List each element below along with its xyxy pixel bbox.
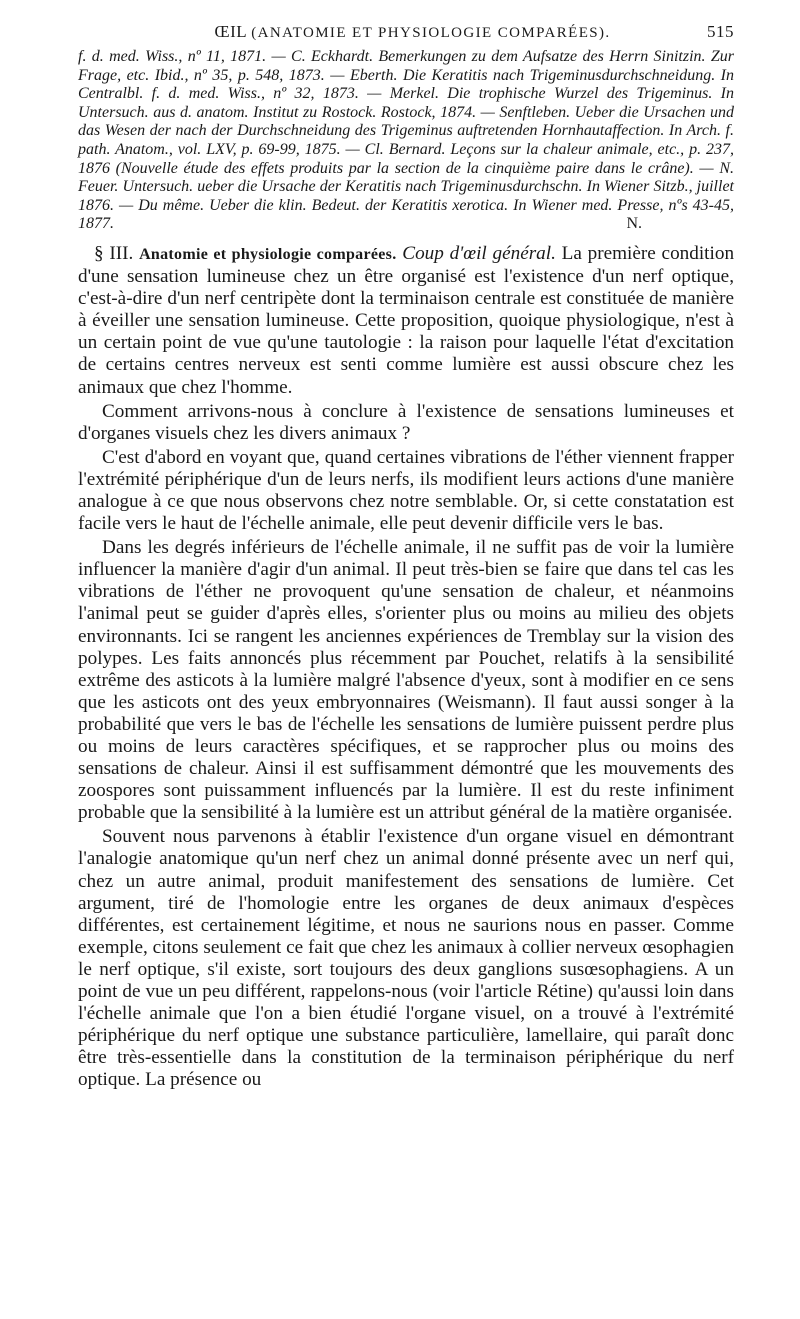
paragraph-text: La première condition d'une sensation lumineuse chez un être organisé est l'existence d'un nerf optique, c'est-à-dire d'un nerf centripète dont la terminaison centrale est constituée de manière à éveiller une sensation lumineuse. Cette proposition, quoique physiologique, n'est à un certain point de vue qu'une tautologie : la raison pour laquelle l'état d'excitation de certains centres nerveux est senti comme lumière est aussi obscure chez les animaux que chez l'homme. bbox=[78, 242, 735, 398]
running-title bbox=[214, 22, 610, 42]
section-subheading: Coup d'œil général. bbox=[402, 242, 556, 264]
section-heading: Anatomie et physiologie comparées. bbox=[139, 245, 397, 263]
bibliography-block bbox=[78, 48, 734, 234]
running-header bbox=[78, 22, 734, 42]
section-number: § III. bbox=[94, 242, 134, 264]
paragraph-1 bbox=[78, 243, 734, 399]
bibliography-text: f. d. med. Wiss., nº 11, 1871. — C. Eckhardt. Bemerkungen zu dem Aufsatze des Herrn Sinitzin. Zur Frage, etc. Ibid., nº 35, p. 548, 1873. — Eberth. Die Keratitis nach Trigeminusdurchschneidung. In Centralbl. f. d. med. Wiss., nº 32, 1873. — Merkel. Die trophische Wurzel des Trigeminus. In Untersuch. aus d. anatom. Institut zu Rostock. Rostock, 1874. — Senftleben. Ueber die Ursachen und das Wesen der nach der Durchschneidung des Trigeminus auftretenden Hornhautaffection. In Arch. f. path. Anatom., vol. LXV, p. 69-99, 1875. — Cl. Bernard. Leçons sur la chaleur animale, etc., p. 237, 1876 (Nouvelle étude des effets produits par la section de la cinquième paire dans le crâne). — N. Feuer. Untersuch. ueber die Ursache der Keratitis nach Trigeminusdurchschn. In Wiener Sitzb., juillet 1876. — Du même. Ueber die klin. Bedeut. der Keratitis xerotica. In Wiener med. Presse, nºs 43-45, 1877. bbox=[78, 48, 734, 233]
paragraph-2: Comment arrivons-nous à conclure à l'existence de sensations lumineuses et d'organes visuels chez les divers animaux ? bbox=[78, 400, 734, 444]
paragraph-4: Dans les degrés inférieurs de l'échelle animale, il ne suffit pas de voir la lumière influencer la manière d'agir d'un animal. Il peut très-bien se faire que dans tel cas les vibrations de l'éther ne provoquent qu'une sensation de chaleur, et néanmoins l'animal peut se guider d'après elles, s'orienter plus ou moins au milieu des objets environnants. Ici se rangent les anciennes expériences de Tremblay sur la vision des polypes. Les faits annoncés plus récemment par Pouchet, relatifs à la sensibilité extrême des asticots à la lumière malgré l'absence d'yeux, sont à modifier en ce sens que les asticots ont des yeux embryonnaires (Weismann). Il faut aussi songer à la probabilité que vers le bas de l'échelle les sensations de lumière puissent perdre plus ou moins de leurs caractères spécifiques, et se rapprocher plus ou moins des sensations de chaleur. Ainsi il est suffisamment démontré que les mouvements des zoospores sont puissamment influencés par la lumière. Il est du reste infiniment probable que la sensibilité à la lumière est un attribut général de la matière organisée. bbox=[78, 537, 734, 824]
title-prefix: ŒIL bbox=[214, 22, 247, 41]
author-signature: N. bbox=[626, 215, 642, 233]
title-rest: (ANATOMIE ET PHYSIOLOGIE COMPARÉES). bbox=[251, 25, 611, 41]
paragraph-3: C'est d'abord en voyant que, quand certaines vibrations de l'éther viennent frapper l'extrémité périphérique d'un de leurs nerfs, ils modifient leurs actions d'une manière analogue à ce que nous observons chez notre semblable. Or, si cette constatation est facile vers le haut de l'échelle animale, elle peut devenir difficile vers le bas. bbox=[78, 446, 734, 535]
page-number: 515 bbox=[707, 22, 734, 41]
main-text bbox=[78, 243, 734, 1092]
paragraph-5: Souvent nous parvenons à établir l'existence d'un organe visuel en démontrant l'analogie anatomique qu'un nerf chez un animal donné présente avec un nerf qui, chez un autre animal, produit manifestement des sensations de lumière. Cet argument, tiré de l'homologie entre les organes de deux animaux d'espèces différentes, est certainement légitime, et nous ne saurions nous en passer. Comme exemple, citons seulement ce fait que chez les animaux à collier nerveux œsophagien le nerf optique, s'il existe, sort toujours des deux ganglions susœsophagiens. A un point de vue un peu différent, rappelons-nous (voir l'article Rétine) qu'aussi loin dans l'échelle animale que l'on a bien étudié l'organe visuel, on a trouvé à l'extrémité périphérique du nerf optique une substance particulière, lamellaire, qui paraît donc être très-essentielle dans la constitution de la terminaison périphérique du nerf optique. La présence ou bbox=[78, 826, 734, 1091]
